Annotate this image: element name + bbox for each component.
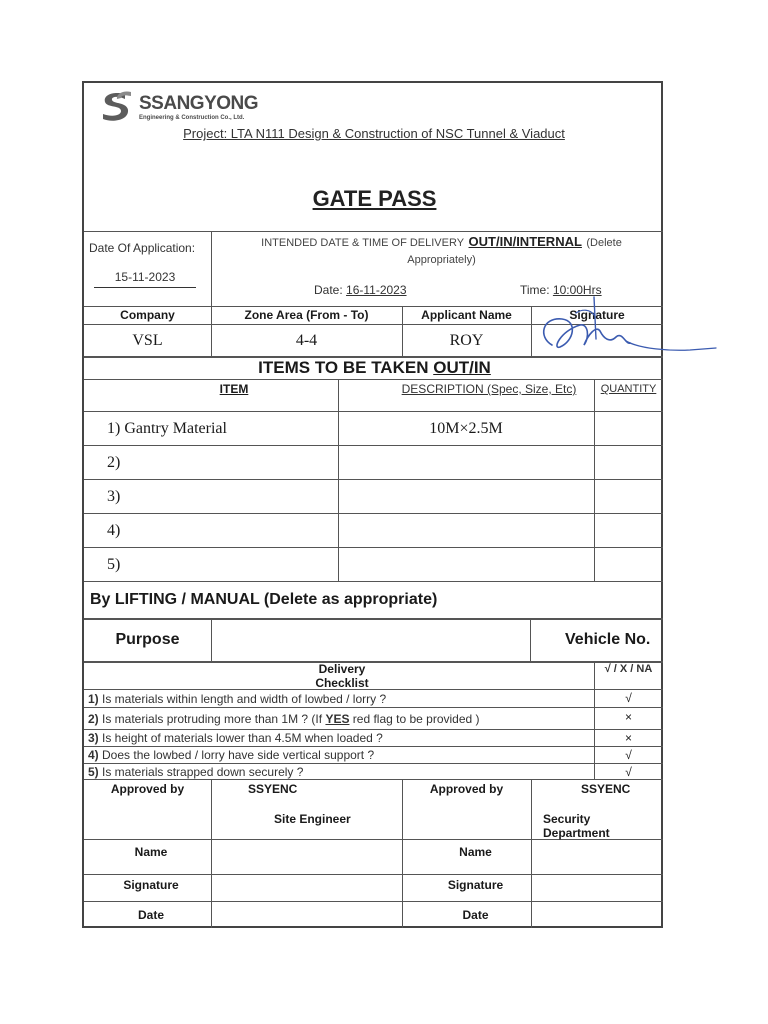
checklist-item-5 <box>88 765 303 779</box>
delivery-date <box>314 283 407 297</box>
page-title: GATE PASS <box>312 186 437 211</box>
checklist-item-1-mark[interactable]: √ <box>625 691 632 705</box>
item-row-2[interactable]: 2) <box>107 454 121 471</box>
quantity-column-header: QUANTITY <box>600 383 657 395</box>
checklist-item-3 <box>88 731 383 745</box>
applicant-header: Applicant Name <box>421 308 512 322</box>
description-column-header: DESCRIPTION (Spec, Size, Etc) <box>401 382 577 396</box>
delivery-header <box>229 234 654 268</box>
logo-name: SSANGYONG <box>139 93 259 114</box>
item-row-5[interactable]: 5) <box>107 556 121 573</box>
delivery-date-label: Date: <box>314 283 343 297</box>
checklist-item-2-text: Is materials protruding more than 1M ? (If <box>98 712 326 726</box>
delivery-time-label: Time: <box>520 283 550 297</box>
checklist-item-1-text: Is materials within length and width of lowbed / lorry ? <box>98 692 387 706</box>
checklist-item-2-emph: YES <box>325 712 350 726</box>
name-label-2: Name <box>459 845 492 859</box>
approved-by-label-2: Approved by <box>429 782 504 796</box>
purpose-label: Purpose <box>115 631 180 648</box>
company-header: Company <box>120 308 175 322</box>
approver-org-2: SSYENC <box>581 782 631 796</box>
checklist-item-4-mark[interactable]: √ <box>625 748 632 762</box>
checklist-item-3-number: 3) <box>88 731 99 745</box>
checklist-item-4 <box>88 748 374 762</box>
checklist-item-5-text: Is materials strapped down securely ? <box>98 765 304 779</box>
checklist-item-1-number: 1) <box>88 692 99 706</box>
checklist-item-4-number: 4) <box>88 748 99 762</box>
checklist-title <box>272 662 412 690</box>
zone-header: Zone Area (From - To) <box>244 308 369 322</box>
application-date-label: Date Of Application: <box>89 241 196 255</box>
item-row-1[interactable]: 1) Gantry Material <box>107 420 227 437</box>
lifting-method: By LIFTING / MANUAL (Delete as appropriate) <box>90 591 438 608</box>
signature-label-2: Signature <box>447 878 504 892</box>
delivery-date-value[interactable]: 16-11-2023 <box>346 283 407 297</box>
date-label-1: Date <box>137 908 164 922</box>
item-column-header: ITEM <box>219 382 249 396</box>
delivery-time-value[interactable]: 10:00Hrs <box>552 283 602 297</box>
item-row-4[interactable]: 4) <box>107 522 121 539</box>
signature-header: Signature <box>569 308 625 322</box>
checklist-mark-header: √ / X / NA <box>604 663 653 675</box>
checklist-item-4-text: Does the lowbed / lorry have side vertical support ? <box>98 748 375 762</box>
applicant-signature-scribble <box>530 295 720 365</box>
checklist-item-3-mark[interactable]: × <box>624 731 632 745</box>
signature-label-1: Signature <box>123 878 179 892</box>
checklist-item-2-mark[interactable]: × <box>624 710 632 724</box>
delivery-note: (Delete Appropriately) <box>407 237 622 266</box>
delivery-intended-label: INTENDED DATE & TIME OF DELIVERY <box>261 237 465 249</box>
applicant-value[interactable]: ROY <box>449 332 484 349</box>
name-label-1: Name <box>134 845 168 859</box>
checklist-item-5-mark[interactable]: √ <box>625 765 632 779</box>
project-name: Project: LTA N111 Design & Construction of NSC Tunnel & Viaduct <box>183 126 565 141</box>
checklist-title-line-2: Checklist <box>315 676 369 690</box>
gate-pass-form <box>82 81 663 928</box>
checklist-title-line-1: Delivery <box>318 662 366 676</box>
approver-role-2-line-1: Security <box>543 812 591 826</box>
item-row-1-description[interactable]: 10M×2.5M <box>429 420 503 437</box>
approver-role-1: Site Engineer <box>274 812 351 826</box>
ssangyong-logo-icon <box>99 89 133 123</box>
zone-value[interactable]: 4-4 <box>295 332 318 349</box>
checklist-item-5-number: 5) <box>88 765 99 779</box>
date-label-2: Date <box>462 908 489 922</box>
company-logo <box>99 89 299 125</box>
approved-by-label-1: Approved by <box>110 782 185 796</box>
logo-tagline: Engineering & Construction Co., Ltd. <box>139 115 245 121</box>
checklist-item-1 <box>88 692 386 706</box>
approver-role-2-line-2: Department <box>543 826 610 840</box>
checklist-item-2 <box>88 712 480 726</box>
item-row-3[interactable]: 3) <box>107 488 121 505</box>
application-date-value[interactable]: 15-11-2023 <box>114 270 176 284</box>
checklist-item-2-number: 2) <box>88 712 99 726</box>
items-title-emph: OUT/IN <box>433 358 491 377</box>
checklist-item-2-text-end: red flag to be provided ) <box>349 712 480 726</box>
company-value[interactable]: VSL <box>132 332 163 349</box>
vehicle-number-label: Vehicle No. <box>565 631 651 648</box>
approver-org-1: SSYENC <box>248 782 298 796</box>
delivery-mode: OUT/IN/INTERNAL <box>468 234 582 249</box>
items-title-prefix: ITEMS TO BE TAKEN <box>258 358 429 377</box>
checklist-item-3-text: Is height of materials lower than 4.5M when loaded ? <box>98 731 383 745</box>
approver-role-2 <box>543 812 610 840</box>
